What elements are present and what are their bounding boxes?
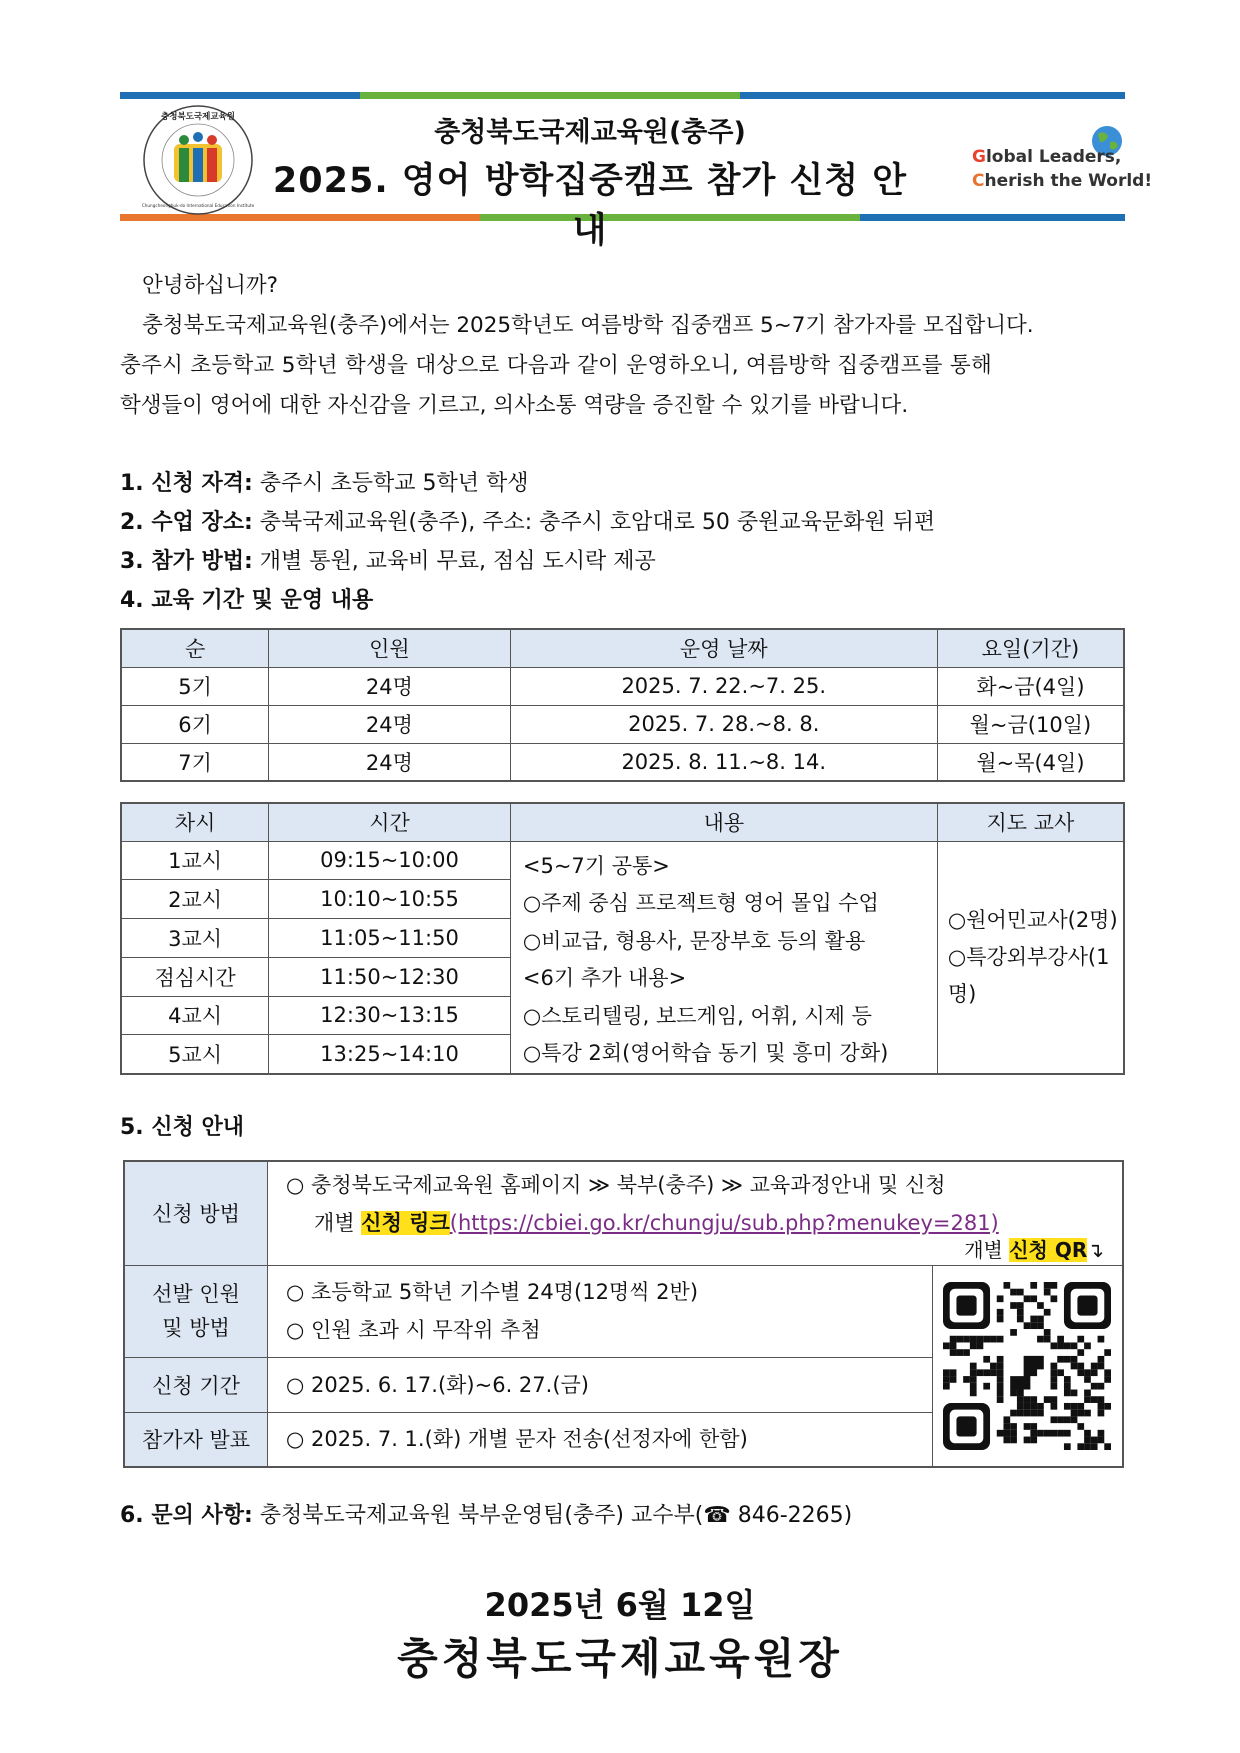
item-text: 충주시 초등학교 5학년 학생 (259, 471, 529, 496)
item-label: 3. 참가 방법: (120, 549, 253, 574)
item-label: 2. 수업 장소: (120, 510, 253, 535)
schedule-header: 순 (121, 629, 269, 667)
section5-title-text: 5. 신청 안내 (120, 1115, 244, 1140)
content-line: ○비교급, 형용사, 문장부호 등의 활용 (522, 928, 866, 953)
slogan-line1: lobal Leaders, (985, 147, 1122, 167)
content-line: <5~7기 공통> (522, 853, 670, 878)
teacher-line: ○원어민교사(2명) (947, 907, 1118, 932)
timetable-teachers (937, 841, 1124, 1074)
table-row (121, 667, 1124, 705)
item-period (120, 583, 373, 614)
item-method (120, 544, 656, 575)
document-title: 2025. 영어 방학집중캠프 참가 신청 안내 (272, 161, 908, 251)
announce-text: ○ 2025. 7. 1.(화) 개별 문자 전송(선정자에 한함) (268, 1412, 933, 1467)
cell: 4교시 (121, 996, 269, 1035)
selection-line1: ○ 초등학교 5학년 기수별 24명(12명씩 2반) (286, 1280, 699, 1304)
timetable-header: 내용 (510, 803, 937, 841)
item-label: 4. 교육 기간 및 운영 내용 (120, 588, 374, 613)
selection-label-line2: 및 방법 (162, 1316, 230, 1340)
cell: 5기 (121, 667, 269, 705)
item-text: 충북국제교육원(충주), 주소: 충주시 호암대로 50 중원교육문화원 뒤편 (259, 510, 936, 535)
content-line: ○스토리텔링, 보드게임, 어휘, 시제 등 (522, 1003, 872, 1028)
greeting: 안녕하십니까? (142, 273, 279, 298)
section5-title (120, 1110, 244, 1141)
apply-link-label: 신청 링크 (361, 1211, 450, 1235)
content-line: <6기 추가 내용> (522, 966, 687, 990)
selection-line2: ○ 인원 초과 시 무작위 추첨 (286, 1318, 541, 1342)
slogan (972, 145, 1152, 193)
cell: 1교시 (121, 841, 269, 880)
selection-label-line1: 선발 인원 (152, 1282, 240, 1306)
timetable-header: 시간 (269, 803, 511, 841)
svg-text:충청북도국제교육원: 충청북도국제교육원 (161, 112, 235, 122)
schedule-header: 인원 (269, 629, 510, 667)
header-top-bar-blue2 (740, 92, 1125, 99)
cell: 2025. 7. 22.~7. 25. (510, 667, 937, 705)
slogan-line2: herish the World! (984, 171, 1153, 191)
cell: 13:25~14:10 (269, 1035, 511, 1074)
schedule-header: 요일(기간) (937, 629, 1124, 667)
table-row (121, 743, 1124, 781)
announce-label: 참가자 발표 (124, 1412, 268, 1467)
qr-cell (932, 1265, 1123, 1467)
slogan-initial-c: C (972, 171, 985, 191)
table-row (121, 705, 1124, 743)
contact (120, 1498, 852, 1529)
institute-logo (142, 104, 254, 216)
cell: 7기 (121, 743, 269, 781)
period-label: 신청 기간 (124, 1357, 268, 1412)
cell: 6기 (121, 705, 269, 743)
item-label: 1. 신청 자격: (120, 471, 253, 496)
cell: 5교시 (121, 1035, 269, 1074)
selection-label (124, 1265, 268, 1357)
timetable-contents (510, 841, 937, 1074)
intro-line3: 학생들이 영어에 대한 자신감을 기르고, 의사소통 역량을 증진할 수 있기를 바랍니다. (120, 393, 909, 418)
timetable-header: 차시 (121, 803, 269, 841)
intro-line1: 충청북도국제교육원(충주)에서는 2025학년도 여름방학 집중캠프 5~7기 참가자를 모집합니다. (142, 313, 1034, 338)
cell: 11:05~11:50 (269, 919, 511, 958)
selection-cell (268, 1265, 933, 1357)
timetable-table (120, 802, 1125, 1075)
cell: 3교시 (121, 919, 269, 958)
qr-caption (964, 1236, 1104, 1264)
cell: 2025. 7. 28.~8. 8. (510, 705, 937, 743)
content-line: ○특강 2회(영어학습 동기 및 흥미 강화) (522, 1041, 889, 1065)
cell: 화~금(4일) (937, 667, 1124, 705)
item-eligibility (120, 466, 529, 497)
schedule-table (120, 628, 1125, 782)
cell: 월~목(4일) (937, 743, 1124, 781)
arrow-icon: ↴ (1087, 1238, 1104, 1262)
header-top-bar-green (360, 92, 740, 99)
teacher-line: ○특강외부강사(1명) (947, 944, 1110, 1006)
method-label: 신청 방법 (124, 1161, 268, 1265)
apply-link[interactable]: (https://cbiei.go.kr/chungju/sub.php?menukey=281) (449, 1211, 999, 1235)
cell: 24명 (269, 667, 510, 705)
method-cell (268, 1161, 1123, 1265)
qr-label: 신청 QR (1009, 1238, 1088, 1262)
cell: 2교시 (121, 880, 269, 919)
contact-label: 6. 문의 사항: (120, 1503, 253, 1528)
cell: 24명 (269, 705, 510, 743)
cell: 2025. 8. 11.~8. 14. (510, 743, 937, 781)
schedule-header: 운영 날짜 (510, 629, 937, 667)
signature: 충청북도국제교육원장 (397, 1634, 843, 1683)
method-line1: ○ 충청북도국제교육원 홈페이지 ≫ 북부(충주) ≫ 교육과정안내 및 신청 (286, 1173, 946, 1197)
method-prefix: 개별 (314, 1211, 362, 1235)
cell: 10:10~10:55 (269, 880, 511, 919)
item-text: 개별 통원, 교육비 무료, 점심 도시락 제공 (259, 549, 656, 574)
contact-text: 충청북도국제교육원 북부운영팀(충주) 교수부(☎ 846-2265) (259, 1503, 853, 1528)
period-text: ○ 2025. 6. 17.(화)~6. 27.(금) (268, 1357, 933, 1412)
svg-text:Chungcheongbuk-do Internationa: Chungcheongbuk-do International Education Institute (142, 203, 254, 208)
cell: 09:15~10:00 (269, 841, 511, 880)
application-table (123, 1160, 1124, 1468)
content-line: ○주제 중심 프로젝트형 영어 몰입 수업 (522, 891, 879, 915)
cell: 12:30~13:15 (269, 996, 511, 1035)
item-location (120, 505, 935, 536)
issue-date: 2025년 6월 12일 (484, 1586, 756, 1624)
table-row (121, 841, 1124, 880)
cell: 월~금(10일) (937, 705, 1124, 743)
qr-prefix: 개별 (964, 1238, 1010, 1262)
timetable-header: 지도 교사 (937, 803, 1124, 841)
qr-code[interactable] (943, 1282, 1111, 1450)
cell: 24명 (269, 743, 510, 781)
intro-line2: 충주시 초등학교 5학년 학생을 대상으로 다음과 같이 운영하오니, 여름방학 집중캠프를 통해 (120, 353, 993, 378)
cell: 점심시간 (121, 957, 269, 996)
slogan-initial-g: G (972, 147, 986, 167)
cell: 11:50~12:30 (269, 957, 511, 996)
organization-name: 충청북도국제교육원(충주) (434, 117, 746, 148)
header-top-bar-blue (120, 92, 360, 99)
